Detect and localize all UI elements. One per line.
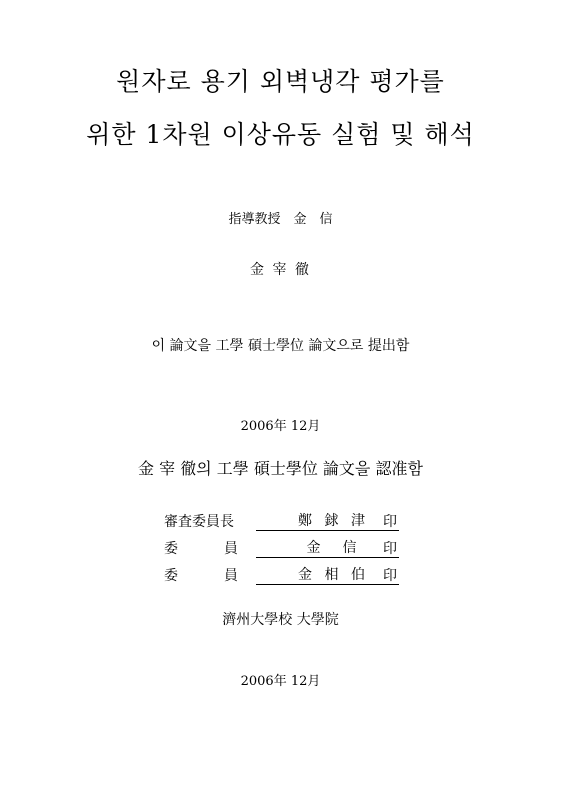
role-char: 員 [224, 541, 238, 557]
committee-name-member-2: 金 相 伯 [298, 567, 369, 583]
committee-name-chair: 鄭 銶 津 [298, 513, 369, 529]
committee-name-member-1: 金 信 [306, 540, 361, 556]
committee-row-member-2 [164, 563, 404, 585]
committee-role-member-2 [164, 565, 238, 585]
author: 金 宰 徹 [250, 262, 311, 278]
committee-row-chair [164, 509, 404, 531]
university-name: 濟州大學校 大學院 [222, 612, 339, 628]
role-char: 委 [164, 568, 178, 584]
thesis-title-line-2: 위한 1차원 이상유동 실험 및 해석 [86, 120, 475, 149]
committee-row-member-1 [164, 536, 404, 558]
committee-seal-member-1: 印 [383, 541, 397, 557]
committee-role-chair: 審査委員長 [164, 514, 234, 530]
committee-signature-block [164, 509, 404, 590]
approval-statement: 金 宰 徹의 工學 碩士學位 論文을 認准함 [138, 459, 423, 478]
role-char: 委 [164, 541, 178, 557]
approval-date: 2006年 12月 [240, 674, 321, 689]
submission-statement: 이 論文을 工學 碩士學位 論文으로 提出함 [151, 338, 410, 354]
committee-seal-member-2: 印 [383, 568, 397, 584]
submission-date: 2006年 12月 [240, 419, 321, 434]
role-char: 員 [224, 568, 238, 584]
committee-role-member-1 [164, 538, 238, 558]
thesis-title-line-1: 원자로 용기 외벽냉각 평가를 [116, 67, 445, 96]
committee-seal-chair: 印 [383, 514, 397, 530]
advisor: 指導教授 金 信 [228, 212, 333, 227]
